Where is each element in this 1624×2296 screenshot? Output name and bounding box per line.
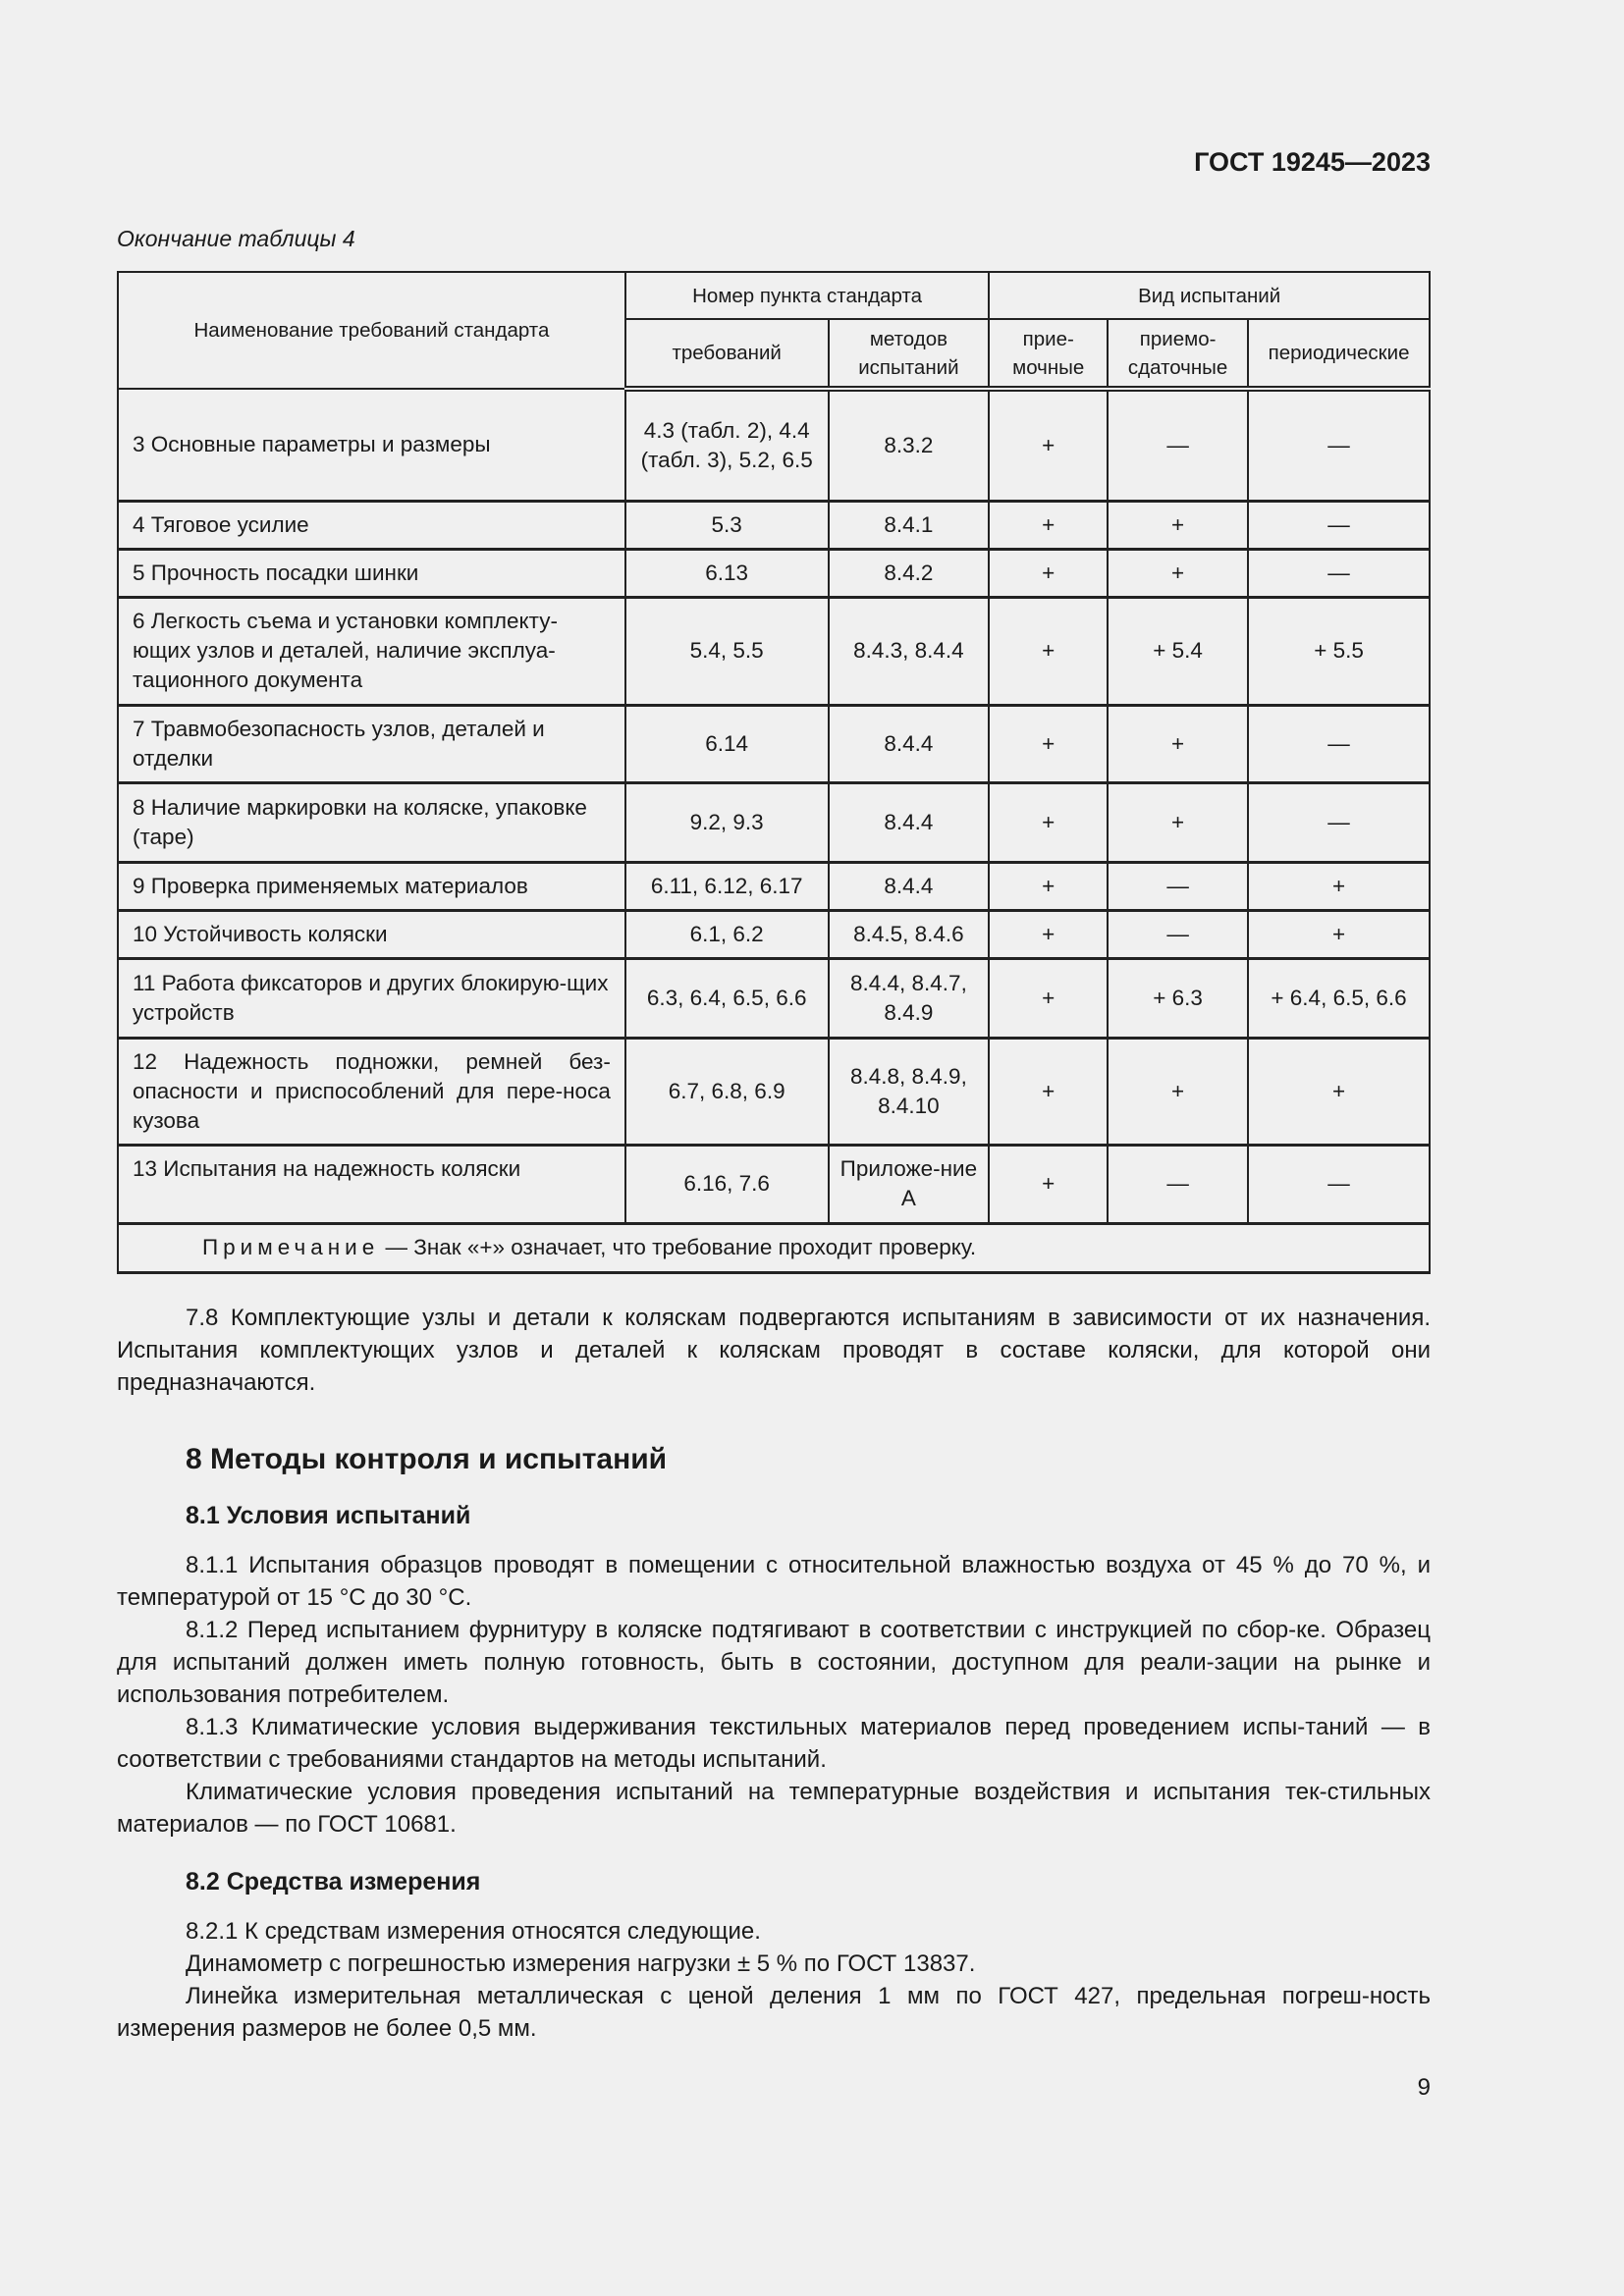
cell-requirements: 6.1, 6.2 [625, 910, 829, 958]
cell-methods: 8.4.1 [829, 501, 990, 549]
paragraph: Динамометр с погрешностью измерения нагрузки ± 5 % по ГОСТ 13837. [186, 1950, 976, 1977]
cell-acceptance: + [989, 705, 1108, 782]
cell-acceptance: + [989, 1038, 1108, 1145]
header-test-group: Вид испытаний [989, 272, 1430, 319]
requirements-table [117, 271, 1431, 1274]
cell-periodic: — [1248, 782, 1430, 862]
cell-name: 6 Легкость съема и установки комплекту-ющих узлов и деталей, наличие эксплуа-тационного документа [118, 597, 625, 705]
cell-acceptance: + [989, 862, 1108, 910]
note-text: — Знак «+» означает, что требование проходит проверку. [379, 1235, 977, 1259]
table-row [118, 862, 1430, 910]
cell-periodic: + [1248, 1038, 1430, 1145]
cell-periodic: — [1248, 389, 1430, 501]
table-row [118, 958, 1430, 1038]
cell-methods: 8.4.5, 8.4.6 [829, 910, 990, 958]
cell-acceptance: + [989, 501, 1108, 549]
cell-methods: 8.4.2 [829, 549, 990, 597]
cell-requirements: 6.3, 6.4, 6.5, 6.6 [625, 958, 829, 1038]
table-row [118, 1038, 1430, 1145]
cell-periodic: + 5.5 [1248, 597, 1430, 705]
cell-acceptance: + [989, 910, 1108, 958]
table-row [118, 597, 1430, 705]
table-row [118, 501, 1430, 549]
cell-requirements: 9.2, 9.3 [625, 782, 829, 862]
header-acceptance: прие-мочные [989, 319, 1108, 389]
table-note-row [118, 1223, 1430, 1272]
cell-requirements: 5.4, 5.5 [625, 597, 829, 705]
section-8-title: 8 Методы контроля и испытаний [186, 1443, 668, 1475]
paragraph: 8.1.3 Климатические условия выдерживания текстильных материалов перед проведением испы-таний — в соответствии с требованиями стандартов на методы испытаний. [117, 1714, 1431, 1773]
cell-requirements: 4.3 (табл. 2), 4.4 (табл. 3), 5.2, 6.5 [625, 389, 829, 501]
cell-name: 4 Тяговое усилие [118, 501, 625, 549]
section-8-1-body [117, 1549, 1431, 1841]
table-caption: Окончание таблицы 4 [117, 226, 355, 251]
cell-methods: 8.4.4 [829, 782, 990, 862]
table-row [118, 705, 1430, 782]
cell-requirements: 6.11, 6.12, 6.17 [625, 862, 829, 910]
paragraph: 8.1.2 Перед испытанием фурнитуру в коляске подтягивают в соответствии с инструкцией по сбор-ке. Образец для испытаний должен иметь полную готовность, быть в состоянии, доступном для реали-зации на рынке и использования потребителем. [117, 1617, 1431, 1708]
header-name: Наименование требований стандарта [118, 272, 625, 389]
cell-periodic: + [1248, 862, 1430, 910]
paragraph-text: 7.8 Комплектующие узлы и детали к коляскам подвергаются испытаниям в зависимости от их назначения. Испытания комплектующих узлов и деталей к коляскам проводят в составе коляски, для которой они предназначаются. [117, 1305, 1431, 1396]
cell-methods: Приложе-ние А [829, 1145, 990, 1223]
paragraph: 8.1.1 Испытания образцов проводят в помещении с относительной влажностью воздуха от 45 % до 70 %, и температурой от 15 °С до 30 °С. [117, 1552, 1431, 1611]
cell-acceptance: + [989, 389, 1108, 501]
section-8-2-title: 8.2 Средства измерения [186, 1868, 481, 1896]
document-code: ГОСТ 19245—2023 [1194, 147, 1431, 177]
cell-methods: 8.4.4 [829, 862, 990, 910]
header-methods: методов испытаний [829, 319, 990, 389]
cell-methods: 8.3.2 [829, 389, 990, 501]
section-8-1-title: 8.1 Условия испытаний [186, 1502, 471, 1529]
cell-requirements: 6.13 [625, 549, 829, 597]
page-number: 9 [1417, 2074, 1431, 2101]
cell-acceptance: + [989, 549, 1108, 597]
note-label: Примечание [202, 1235, 380, 1259]
table-note [118, 1223, 1430, 1272]
cell-delivery: + 6.3 [1108, 958, 1248, 1038]
cell-name: 7 Травмобезопасность узлов, деталей и отделки [118, 705, 625, 782]
header-clause-group: Номер пункта стандарта [625, 272, 989, 319]
cell-methods: 8.4.4, 8.4.7, 8.4.9 [829, 958, 990, 1038]
cell-requirements: 6.7, 6.8, 6.9 [625, 1038, 829, 1145]
cell-delivery: + [1108, 705, 1248, 782]
cell-methods: 8.4.4 [829, 705, 990, 782]
paragraph-7-8 [117, 1302, 1431, 1399]
cell-name: 11 Работа фиксаторов и других блокирую-щих устройств [118, 958, 625, 1038]
cell-acceptance: + [989, 958, 1108, 1038]
cell-delivery: + [1108, 1038, 1248, 1145]
paragraph: Климатические условия проведения испытаний на температурные воздействия и испытания тек-стильных материалов — по ГОСТ 10681. [117, 1779, 1431, 1838]
cell-delivery: — [1108, 862, 1248, 910]
cell-delivery: + 5.4 [1108, 597, 1248, 705]
table-row [118, 1145, 1430, 1223]
cell-periodic: — [1248, 1145, 1430, 1223]
cell-methods: 8.4.3, 8.4.4 [829, 597, 990, 705]
cell-name: 5 Прочность посадки шинки [118, 549, 625, 597]
table-row [118, 910, 1430, 958]
cell-delivery: + [1108, 782, 1248, 862]
section-8-2-body [117, 1915, 1431, 2045]
cell-name: 3 Основные параметры и размеры [118, 389, 625, 501]
header-requirements: требований [625, 319, 829, 389]
cell-periodic: — [1248, 549, 1430, 597]
cell-name: 9 Проверка применяемых материалов [118, 862, 625, 910]
cell-name: 12 Надежность подножки, ремней без-опасности и приспособлений для пере-носа кузова [118, 1038, 625, 1145]
table-row [118, 782, 1430, 862]
cell-periodic: + [1248, 910, 1430, 958]
cell-acceptance: + [989, 597, 1108, 705]
table-row [118, 389, 1430, 501]
cell-delivery: + [1108, 549, 1248, 597]
table-row [118, 549, 1430, 597]
header-delivery: приемо-сдаточные [1108, 319, 1248, 389]
cell-requirements: 5.3 [625, 501, 829, 549]
cell-periodic: + 6.4, 6.5, 6.6 [1248, 958, 1430, 1038]
cell-delivery: + [1108, 501, 1248, 549]
cell-requirements: 6.16, 7.6 [625, 1145, 829, 1223]
header-periodic: периодические [1248, 319, 1430, 389]
cell-delivery: — [1108, 389, 1248, 501]
cell-name: 8 Наличие маркировки на коляске, упаковке (таре) [118, 782, 625, 862]
cell-delivery: — [1108, 1145, 1248, 1223]
paragraph: 8.2.1 К средствам измерения относятся следующие. [186, 1918, 761, 1945]
cell-delivery: — [1108, 910, 1248, 958]
cell-periodic: — [1248, 501, 1430, 549]
cell-periodic: — [1248, 705, 1430, 782]
cell-acceptance: + [989, 782, 1108, 862]
cell-name: 13 Испытания на надежность коляски [118, 1145, 625, 1223]
cell-methods: 8.4.8, 8.4.9, 8.4.10 [829, 1038, 990, 1145]
paragraph: Линейка измерительная металлическая с ценой деления 1 мм по ГОСТ 427, предельная погреш-ность измерения размеров не более 0,5 мм. [117, 1983, 1431, 2042]
cell-name: 10 Устойчивость коляски [118, 910, 625, 958]
cell-acceptance: + [989, 1145, 1108, 1223]
cell-requirements: 6.14 [625, 705, 829, 782]
